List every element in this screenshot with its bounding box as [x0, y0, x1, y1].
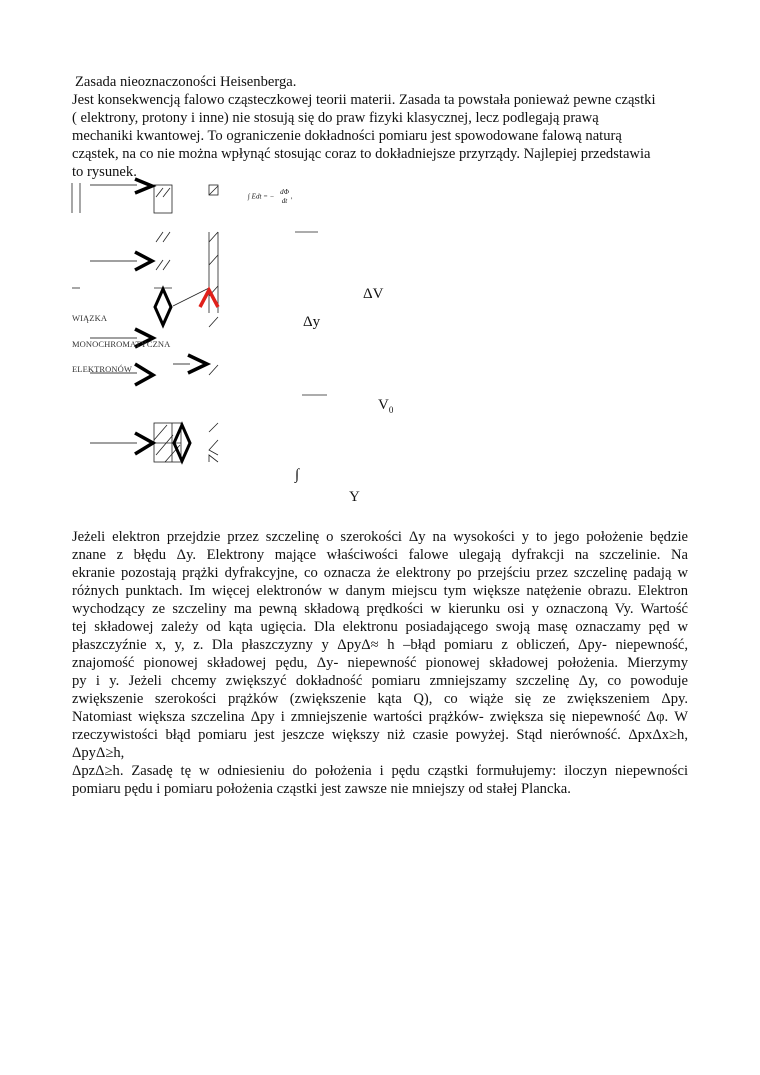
label-v0-main: V [378, 397, 389, 413]
label-v0 [378, 397, 393, 415]
slit-walls [72, 183, 327, 462]
body-line: różnych punktach. Im więcej elektronów w danym miejscu tym większe natężenie obrazu. Elektron [72, 583, 688, 599]
intro-line: ( elektrony, protony i inne) nie stosują się do praw fizyki klasycznej, lecz podlegają prawą [72, 110, 599, 126]
formula-denominator: dt [281, 197, 288, 205]
body-line: py i y. Jeżeli chcemy zwiększyć dokładność pomiaru zmniejszamy szczelinę Δy, co powoduje [72, 673, 688, 689]
beam-label: MONOCHROMATYCZNA [72, 339, 171, 349]
label-delta-y: Δy [303, 314, 321, 330]
body-line: płaszczyźnie x, y, z. Dla płaszczyzny y ΔpyΔ≈ h –błąd pomiaru z obliczeń, Δpy- niepewność, [72, 637, 688, 653]
diffraction-diagram [0, 0, 760, 520]
body-line: znajomość pionowej składowej pędu, Δy- niepewność pionowej składowej położenia. Mierzymy [72, 655, 688, 671]
beam-label: WIĄZKA [72, 313, 108, 323]
intro-line: Jest konsekwencją falowo cząsteczkowej teorii materii. Zasada ta powstała ponieważ pewne cząstki [72, 92, 656, 108]
body-line: rzeczywistości błąd pomiaru jest jeszcze większy niż czasie powyżej. Stąd nierówność. ΔpxΔx≥h, [72, 727, 688, 743]
label-delta-v: ΔV [363, 286, 384, 302]
beam-arrows [90, 179, 207, 454]
body-line: ekranie pozostają prążki dyfrakcyjne, co oznacza że elektrony po przejściu przez szczelinę padają w [72, 565, 688, 581]
beam-label: ELEKTRONÓW [72, 364, 133, 374]
body-line: znane z błędu Δy. Elektrony mające właściwości falowe ulegają dyfrakcji na szczelinie. Na [72, 547, 688, 563]
intro-line: mechaniki kwantowej. To ograniczenie dokładności pomiaru jest spowodowane falową naturą [72, 128, 622, 144]
formula-comma: , [290, 192, 293, 201]
body-line: ΔpyΔ≥h, [72, 745, 125, 761]
label-v0-sub: 0 [388, 405, 394, 415]
label-integral: ∫ [295, 467, 300, 483]
formula [248, 188, 292, 206]
body-line: pomiaru pędu i pomiaru położenia cząstki jest zawsze nie mniejszy od stałej Plancka. [72, 781, 571, 797]
intro-line: to rysunek. [72, 164, 137, 180]
body-line: ΔpzΔ≥h. Zasadę tę w odniesieniu do położenia i pędu cząstki formułujemy: iloczyn niepewności [72, 763, 688, 779]
document-title: Zasada nieoznaczoności Heisenberga. [75, 74, 297, 90]
label-y-axis: Y [349, 489, 360, 505]
body-line: tej składowej zależy od kąta ugięcia. Dla elektronu posiadającego swoją masę oznaczamy pęd w [72, 619, 688, 635]
intro-line: cząstek, na co nie można wpłynąć stosując coraz to dokładniejsze przyrządy. Najlepiej przedstawia [72, 146, 651, 162]
body-line: Jeżeli elektron przejdzie przez szczelinę o szerokości Δy na wysokości y to jego położenie będzie [72, 529, 688, 545]
formula-left: ∫ Edt = − [248, 192, 275, 201]
body-line: zwiększenie szerokości prążków (zwiększenie kąta Q), co wiąże się ze zwiększeniem Δpy. [72, 691, 688, 707]
body-line: Natomiast większa szczelina Δpy i zmniejszenie wartości prążków- zwiększa się niepewność Δφ. W [72, 709, 688, 725]
body-line: wychodzący ze szczeliny ma pewną składową prędkości w kierunku osi y oznaczoną Vy. Wartość [72, 601, 688, 617]
formula-numerator: dΦ [280, 188, 289, 196]
